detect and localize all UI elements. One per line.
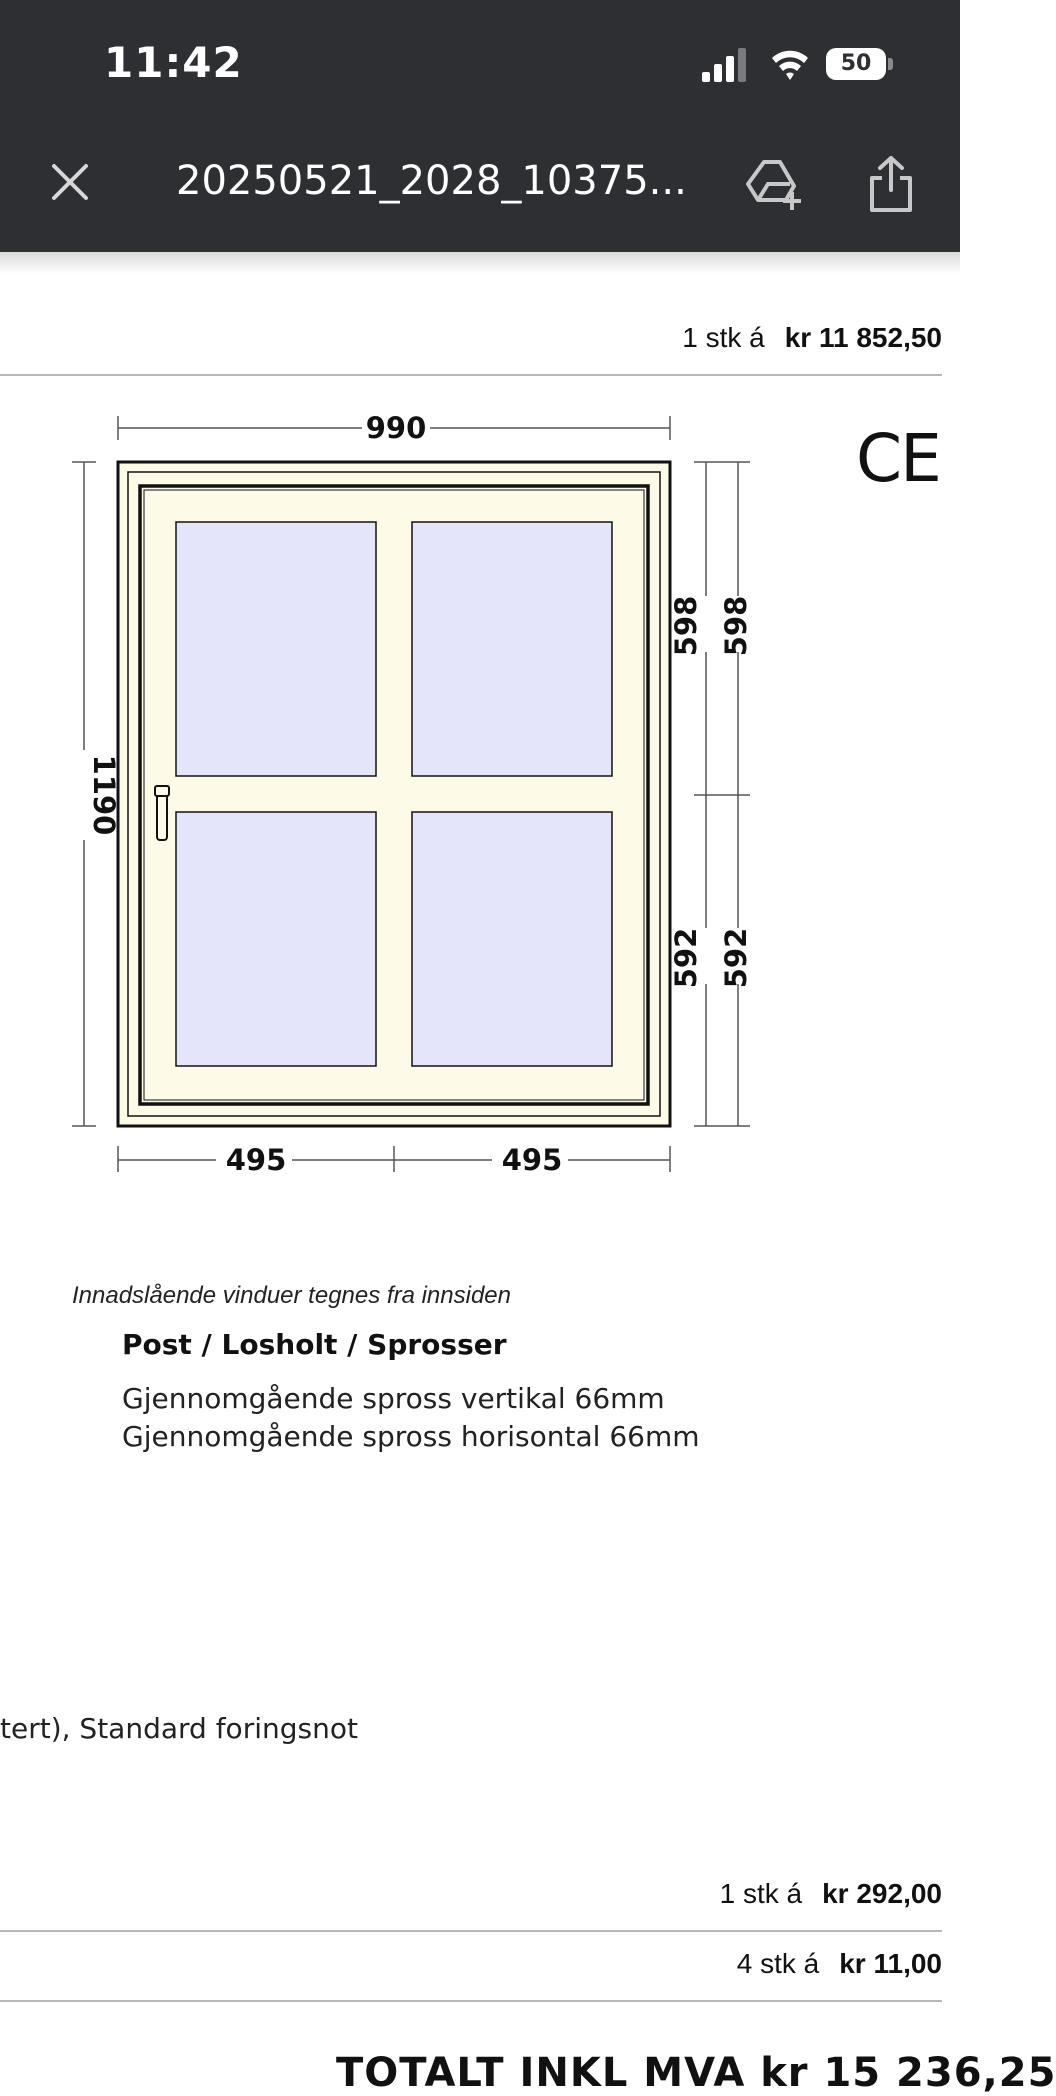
extra-item-price (720, 1878, 942, 1910)
divider (0, 1930, 942, 1932)
extra-item-qty: 4 stk á (736, 1948, 820, 1979)
header-shadow (0, 252, 960, 274)
dim-width-right: 495 (501, 1143, 563, 1177)
extra-item-price (737, 1948, 942, 1980)
line-item-qty: 1 stk á (682, 322, 765, 353)
extra-item-amount: kr 292,00 (822, 1878, 942, 1909)
cellular-signal-icon (700, 44, 750, 84)
battery-icon (826, 48, 892, 80)
dim-right-lower-a: 592 (669, 927, 703, 989)
dim-width-total: 990 (365, 411, 427, 445)
line-item-amount: kr 11 852,50 (784, 322, 942, 353)
dim-width-left: 495 (225, 1143, 287, 1177)
divider (0, 374, 942, 376)
dim-height-total: 1190 (87, 754, 121, 836)
wifi-icon (770, 44, 810, 84)
line-item-price (682, 322, 942, 354)
window-drawing (0, 380, 960, 1180)
total-amount: TOTALT INKL MVA kr 15 236,25 (336, 2050, 1056, 2096)
ce-mark: CE (856, 420, 940, 497)
document-title: 20250521_2028_10375... (176, 158, 687, 204)
divider (0, 2000, 942, 2002)
status-time: 11:42 (104, 38, 243, 87)
dim-right-upper-a: 598 (669, 595, 703, 657)
extra-item-amount: kr 11,00 (839, 1948, 942, 1979)
add-to-drive-icon[interactable] (744, 156, 804, 212)
spec-text-cut: tert), Standard foringsnot (0, 1712, 358, 1745)
section-title: Post / Losholt / Sprosser (122, 1328, 507, 1361)
close-icon[interactable] (48, 160, 92, 204)
spec-line: Gjennomgående spross vertikal 66mm (122, 1382, 665, 1415)
drawing-caption: Innadslående vinduer tegnes fra innsiden (72, 1282, 511, 1309)
dim-right-upper-b: 598 (719, 595, 753, 657)
spec-line: Gjennomgående spross horisontal 66mm (122, 1420, 700, 1453)
battery-level: 50 (826, 48, 886, 80)
share-icon[interactable] (866, 154, 916, 214)
extra-item-qty: 1 stk á (719, 1878, 803, 1909)
dim-right-lower-b: 592 (719, 927, 753, 989)
